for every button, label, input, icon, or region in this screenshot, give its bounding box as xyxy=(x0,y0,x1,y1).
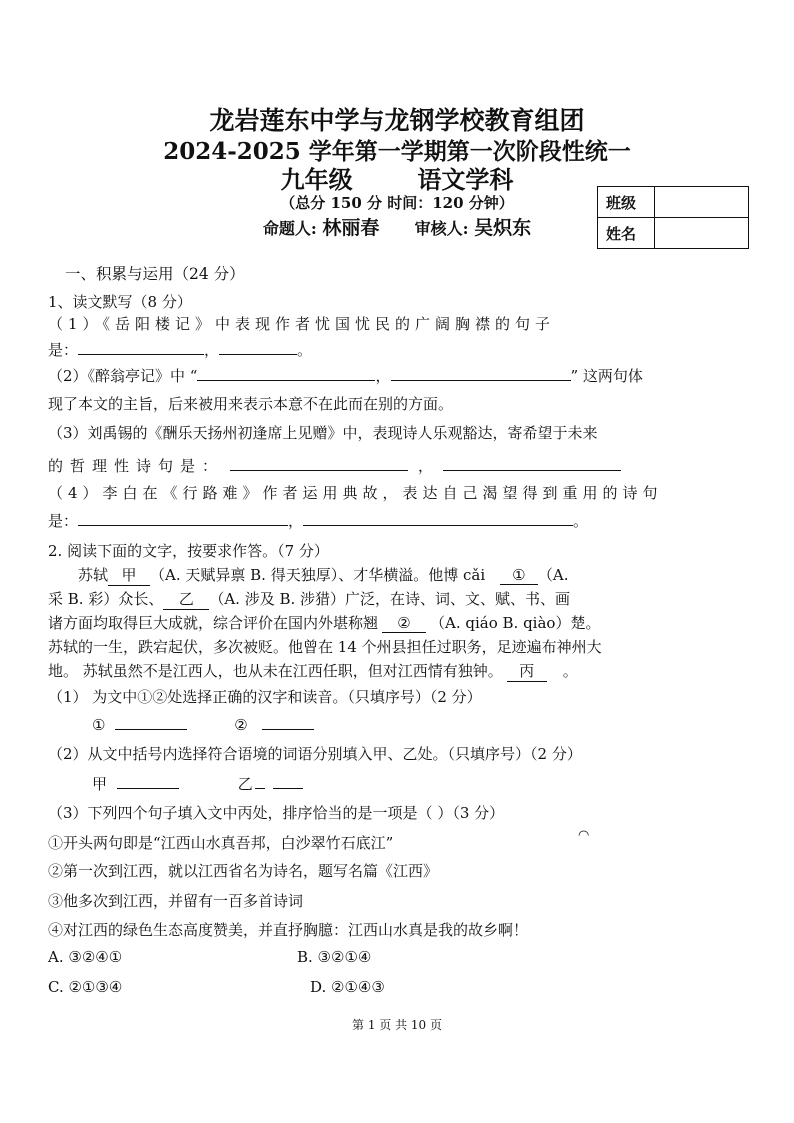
q1-3-answer: 的哲理性诗句是： ， xyxy=(48,455,748,476)
passage-line-4: 苏轼的一生，跌宕起伏，多次被贬。他曾在 14 个州县担任过职务，足迹遍布神州大 xyxy=(48,638,602,656)
page-footer: 第 1 页 共 10 页 xyxy=(352,1018,442,1032)
blank[interactable] xyxy=(391,380,571,381)
grade: 九年级 xyxy=(280,165,353,194)
q1-3-text: （3）刘禹锡的《酬乐天扬州初逢席上见赠》中，表现诗人乐观豁达，寄希望于未来 xyxy=(48,424,598,442)
exam-title-line2: 2024-2025 学年第一学期第一次阶段性统一 xyxy=(163,138,631,165)
name-field[interactable] xyxy=(655,218,749,249)
subject: 语文学科 xyxy=(417,165,514,194)
q2-sub2-answers: 甲 乙 xyxy=(92,773,792,794)
blank[interactable] xyxy=(78,354,204,355)
student-info-box xyxy=(597,186,749,249)
passage-line-1: 苏轼 甲 （A. 天赋异禀 B. 得天独厚）、才华横溢。他博 cǎi ① （A. xyxy=(78,566,569,584)
q2-sub3: （3）下列四个句子填入文中丙处，排序恰当的是一项是（ ）（3 分） xyxy=(48,804,505,822)
sentence-4: ④对江西的绿色生态高度赞美，并直抒胸臆：江西山水真是我的故乡啊！ xyxy=(48,921,529,939)
q2-sub2: （2）从文中括号内选择符合语境的词语分别填入甲、乙处。（只填序号）（2 分） xyxy=(48,745,582,763)
blank-bing[interactable]: 丙 xyxy=(507,660,547,682)
blank[interactable] xyxy=(303,525,573,526)
blank[interactable] xyxy=(197,380,375,381)
passage-line-2: 采 B. 彩）众长、 乙 （A. 涉及 B. 涉猎）广泛，在诗、词、文、赋、书、画 xyxy=(48,590,571,608)
section-heading: 一、积累与运用（24 分） xyxy=(65,265,245,283)
sentence-1: ①开头两句即是“江西山水真吾邦，白沙翠竹石底江” xyxy=(48,834,394,852)
q1-title: 1、读文默写（8 分） xyxy=(48,293,192,311)
q1-1-answer: 是： ， 。 xyxy=(48,341,313,359)
answer-blank-2[interactable] xyxy=(262,729,314,730)
q1-2-text: （2）《醉翁亭记》中 “ ， ” 这两句体 xyxy=(48,367,643,385)
option-a[interactable]: A. ③②④① xyxy=(48,948,123,966)
passage-line-3: 诸方面均取得巨大成就，综合评价在国内外堪称翘 ② （A. qiáo B. qiào）楚。 xyxy=(48,614,601,632)
passage-line-5: 地。 苏轼虽然不是江西人，也从未在江西任职，但对江西情有独钟。 丙 。 xyxy=(48,662,578,680)
sentence-2: ②第一次到江西，就以江西省名为诗名，题写名篇《江西》 xyxy=(48,862,439,880)
name-label: 姓名 xyxy=(598,218,655,249)
q2-sub1-answers: ① ② xyxy=(92,716,792,734)
q1-2-note: 现了本文的主旨，后来被用来表示本意不在此而在别的方面。 xyxy=(48,395,454,413)
score-time: （总分 150 分 时间：120 分钟） xyxy=(280,194,514,212)
option-b[interactable]: B. ③②①④ xyxy=(297,948,372,966)
sentence-3: ③他多次到江西，并留有一百多首诗词 xyxy=(48,892,304,910)
q2-sub1: （1） 为文中①②处选择正确的汉字和读音。（只填序号）（2 分） xyxy=(48,688,482,706)
class-label: 班级 xyxy=(598,187,655,218)
reviewer-label: 审核人: xyxy=(414,219,469,238)
blank-2[interactable]: ② xyxy=(382,614,426,633)
answer-blank-1[interactable] xyxy=(115,729,187,730)
author-label: 命题人: xyxy=(262,219,317,238)
q1-4-text: （4）李白在《行路难》作者运用典故，表达自己渴望得到重用的诗句 xyxy=(48,484,663,502)
q2-title: 2. 阅读下面的文字，按要求作答。（7 分） xyxy=(48,542,329,560)
blank[interactable] xyxy=(78,525,288,526)
q1-1-text: （1）《岳阳楼记》中表现作者忧国忧民的广阔胸襟的句子 xyxy=(48,315,556,333)
blank-jia[interactable]: 甲 xyxy=(108,564,150,586)
reviewer-name: 吴炽东 xyxy=(474,217,532,239)
blank[interactable] xyxy=(219,354,297,355)
stray-mark: ◠ xyxy=(578,828,590,843)
class-field[interactable] xyxy=(655,187,749,218)
blank[interactable] xyxy=(230,470,408,471)
answer-blank-yi[interactable] xyxy=(255,788,265,789)
author-name: 林丽春 xyxy=(322,217,380,239)
answer-blank-jia[interactable] xyxy=(117,788,179,789)
blank[interactable] xyxy=(443,470,621,471)
blank-1[interactable]: ① xyxy=(500,566,538,585)
blank-yi[interactable]: 乙 xyxy=(163,588,209,610)
q1-4-answer: 是： ， 。 xyxy=(48,512,589,530)
option-c[interactable]: C. ②①③④ xyxy=(48,978,123,996)
exam-title-line1: 龙岩莲东中学与龙钢学校教育组团 xyxy=(209,106,585,135)
option-d[interactable]: D. ②①④③ xyxy=(310,978,385,996)
